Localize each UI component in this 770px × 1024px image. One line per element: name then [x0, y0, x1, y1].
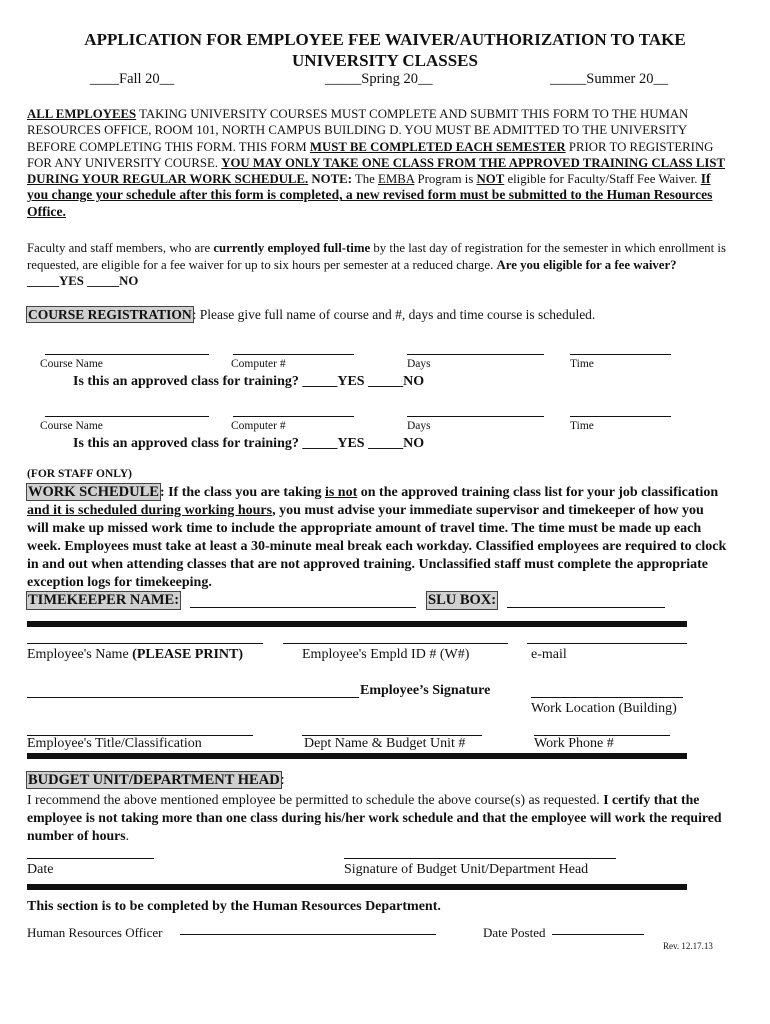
employee-title-label: Employee's Title/Classification	[27, 736, 202, 751]
budget-signature-label: Signature of Budget Unit/Department Head	[344, 862, 589, 877]
email-field[interactable]	[527, 643, 687, 644]
emplid-label: Employee's Empld ID # (W#)	[302, 647, 470, 662]
course-registration-text: : Please give full name of course and #, days and time course is scheduled.	[192, 307, 596, 322]
time-field-2[interactable]	[570, 416, 671, 417]
emplid-field[interactable]	[283, 643, 508, 644]
computer-number-field-1[interactable]	[233, 354, 354, 355]
days-label-2: Days	[407, 420, 431, 432]
email-label: e-mail	[531, 647, 567, 662]
change-schedule-text: If you change your schedule after this form is completed, a new revised form must be submitted to the Human Resources Office.	[27, 171, 713, 219]
work-location-label: Work Location (Building)	[531, 701, 677, 716]
employee-signature-label: Employee’s Signature	[360, 683, 491, 698]
budget-heading	[27, 772, 285, 789]
is-not-text: is not	[324, 485, 358, 500]
section-divider-1	[27, 621, 687, 627]
work-phone-label: Work Phone #	[534, 736, 614, 751]
eligibility-text-1: Faculty and staff members, who are	[27, 241, 214, 255]
employee-name-field[interactable]	[27, 643, 263, 644]
budget-colon: :	[280, 772, 285, 788]
budget-date-field[interactable]	[27, 858, 154, 859]
date-posted-label: Date Posted	[483, 925, 546, 940]
work-schedule-label: WORK SCHEDULE	[28, 484, 159, 500]
course-name-label-2: Course Name	[40, 420, 103, 432]
budget-date-label: Date	[27, 862, 54, 877]
employee-signature-field[interactable]	[27, 697, 359, 698]
approved-question-1[interactable]: Is this an approved class for training? _____YES _____NO	[73, 374, 425, 389]
staff-only-label: (FOR STAFF ONLY)	[27, 468, 132, 480]
form-title-line1: APPLICATION FOR EMPLOYEE FEE WAIVER/AUTHORIZATION TO TAKE	[84, 30, 686, 49]
computer-number-field-2[interactable]	[233, 416, 354, 417]
timekeeper-label: TIMEKEEPER NAME:	[28, 592, 180, 608]
eligibility-paragraph	[27, 240, 727, 290]
certify-text: I certify that the employee is not taking more than one class during his/her work schedule and that the employee will work the required number of hours	[27, 792, 722, 843]
course-name-label-1: Course Name	[40, 358, 103, 370]
days-field-2[interactable]	[407, 416, 544, 417]
form-title-line2: UNIVERSITY CLASSES	[292, 51, 478, 70]
computer-number-label-1: Computer #	[231, 358, 286, 370]
intro-paragraph	[27, 106, 727, 220]
hr-officer-label: Human Resources Officer	[27, 925, 163, 940]
intro-text-5: eligible for Faculty/Staff Fee Waiver.	[504, 172, 701, 187]
certify-period: .	[125, 828, 130, 843]
section-divider-3	[27, 884, 687, 890]
please-print-text: (PLEASE PRINT)	[132, 647, 244, 662]
intro-text-2: PRIOR TO REGISTERING FOR ANY UNIVERSITY COURSE.	[27, 139, 714, 170]
full-time-text: currently employed full-time	[213, 241, 371, 255]
semester-summer[interactable]: _____Summer 20__	[550, 71, 669, 87]
recommend-text: I recommend the above mentioned employee be permitted to schedule the above course(s) as requested.	[27, 792, 604, 807]
course-registration-heading	[27, 307, 595, 323]
work-schedule-paragraph	[27, 483, 727, 592]
scheduled-text: and it is scheduled during working hours	[27, 503, 273, 518]
days-label-1: Days	[407, 358, 431, 370]
timekeeper-field[interactable]	[190, 607, 416, 608]
employee-name-text: Employee's Name	[27, 647, 133, 662]
course-name-field-2[interactable]	[45, 416, 209, 417]
semester-spring[interactable]: _____Spring 20__	[325, 71, 433, 87]
course-registration-label: COURSE REGISTRATION	[28, 307, 192, 322]
work-text-2: on the approved training class list for your job classification	[357, 485, 719, 500]
revision-label: Rev. 12.17.13	[663, 941, 713, 951]
date-posted-field[interactable]	[552, 934, 644, 935]
intro-text-1: TAKING UNIVERSITY COURSES MUST COMPLETE AND SUBMIT THIS FORM TO THE HUMAN RESOURCES OFFICE, ROOM 101, NORTH CAMPUS BUILDING D. YOU MUST BE ADMITTED TO THE UNIVERSITY BEFORE COMPLETING THIS FORM. THIS FORM	[27, 107, 689, 154]
must-complete-text: MUST BE COMPLETED EACH SEMESTER	[309, 139, 566, 154]
time-label-1: Time	[570, 358, 594, 370]
computer-number-label-2: Computer #	[231, 420, 286, 432]
one-class-text: YOU MAY ONLY TAKE ONE CLASS FROM THE APPROVED TRAINING CLASS LIST DURING YOUR REGULAR WORK SCHEDULE.	[27, 155, 726, 187]
intro-text-4: Program is	[414, 172, 477, 187]
days-field-1[interactable]	[407, 354, 544, 355]
dept-label: Dept Name & Budget Unit #	[304, 736, 466, 751]
employee-name-label	[27, 647, 243, 663]
slu-box-field[interactable]	[507, 607, 665, 608]
eligibility-text-2: by the last day of registration for the semester in which enrollment is requested, are eligible for a fee waiver for up to six hours per semester at a reduced charge.	[27, 241, 726, 272]
work-location-field[interactable]	[531, 697, 683, 698]
work-text-1: : If the class you are taking	[159, 485, 325, 500]
emba-text: EMBA	[378, 172, 415, 187]
hr-officer-field[interactable]	[180, 934, 436, 935]
semester-fall[interactable]: ____Fall 20__	[90, 71, 175, 87]
approved-question-2[interactable]: Is this an approved class for training? _____YES _____NO	[73, 436, 425, 451]
course-name-field-1[interactable]	[45, 354, 209, 355]
note-label: NOTE:	[311, 172, 352, 187]
time-field-1[interactable]	[570, 354, 671, 355]
slu-box-label: SLU BOX:	[428, 592, 497, 608]
hr-section-heading: This section is to be completed by the Human Resources Department.	[27, 899, 441, 914]
all-employees-text: ALL EMPLOYEES	[27, 107, 137, 121]
section-divider-2	[27, 753, 687, 759]
time-label-2: Time	[570, 420, 594, 432]
eligibility-question[interactable]: Are you eligible for a fee waiver? _____YES _____NO	[27, 257, 677, 288]
intro-text-3: The	[351, 172, 379, 187]
work-text-3: , you must advise your immediate supervisor and timekeeper of how you will make up missed work time to include the appropriate amount of travel time. The time must be made up each week. Employees must take at least a 30-minute meal break each workday. Classified employees are required to clock in and out when attending classes that are not approved training. Unclassified staff must complete the appropriate exception logs for timekeeping.	[27, 503, 727, 590]
not-text: NOT	[476, 172, 505, 187]
budget-signature-field[interactable]	[344, 858, 616, 859]
budget-label: BUDGET UNIT/DEPARTMENT HEAD	[28, 772, 280, 788]
budget-paragraph	[27, 791, 727, 845]
